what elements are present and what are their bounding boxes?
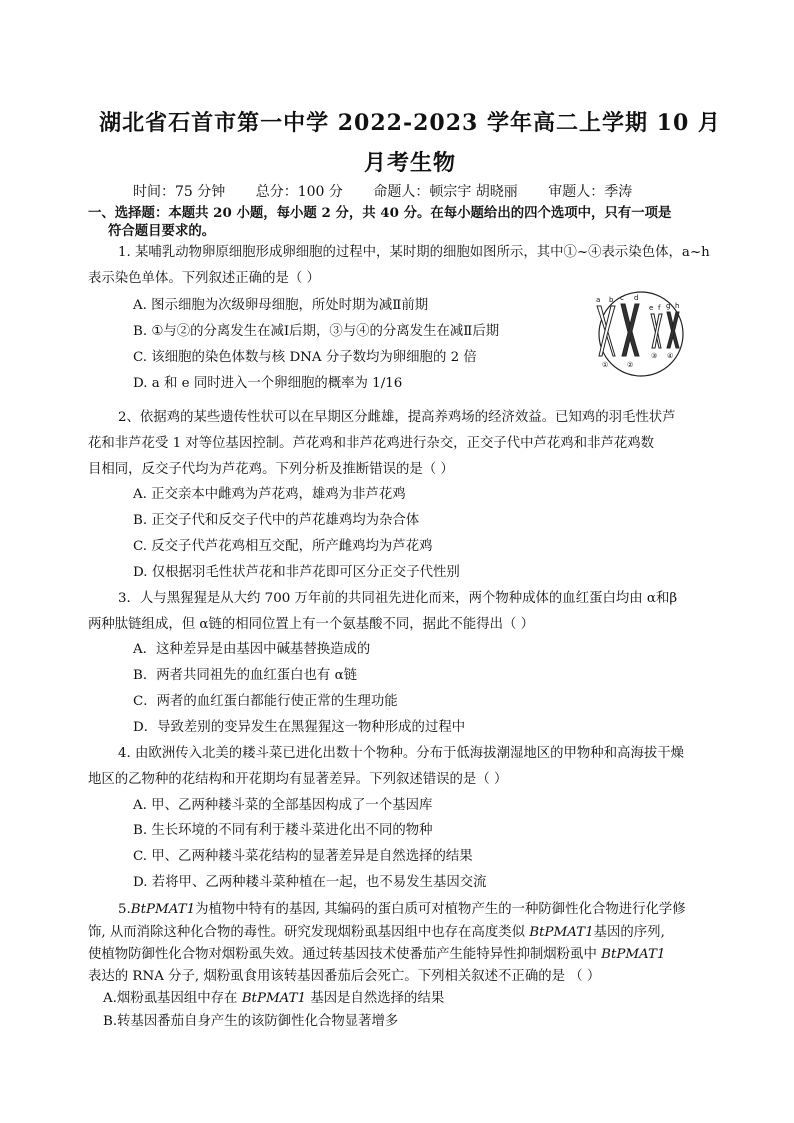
q5-gene-name-2: BtPMAT1 [529, 925, 594, 940]
q3-stem-line1: 3．人与黑猩猩是从大约 700 万年前的共同祖先进化而来，两个物种成体的血红蛋白均由 α和β [118, 591, 678, 606]
label-chr1: ① [602, 361, 609, 369]
meta-score: 总分：100 分 [255, 184, 343, 200]
label-d: d [634, 294, 639, 302]
q5-option-a-pre: A.烟粉虱基因组中存在 [103, 991, 238, 1006]
q4-stem-line1: 4. 由欧洲传入北美的耧斗菜已进化出数十个物种。分布于低海拔潮湿地区的甲物种和高海拔干燥 [118, 746, 685, 761]
label-a: a [596, 296, 601, 304]
q1-option-c: C. 该细胞的染色体数与核 DNA 分子数均为卵细胞的 2 倍 [133, 350, 477, 365]
q3-option-c: C．两者的血红蛋白都能行使正常的生理功能 [133, 694, 398, 709]
q5-gene-name-3: BtPMAT1 [601, 947, 666, 962]
label-chr3: ③ [651, 352, 658, 360]
q5-stem-line4: 表达的 RNA 分子, 烟粉虱食用该转基因番茄后会死亡。下列相关叙述不正确的是 （ ） [88, 969, 601, 984]
q1-stem-line2: 表示染色单体。下列叙述正确的是（ ） [88, 271, 320, 286]
q5-stem-line3 [88, 946, 665, 964]
q2-stem-line2: 花和非芦花受 1 对等位基因控制。芦花鸡和非芦花鸡进行杂交，正交子代中芦花鸡和非芦花鸡数 [88, 436, 655, 451]
meta-time: 时间：75 分钟 [133, 184, 226, 200]
q5-stem-line1 [118, 901, 686, 919]
q1-option-b: B. ①与②的分离发生在减Ⅰ后期，③与④的分离发生在减Ⅱ后期 [133, 324, 500, 339]
label-e: e [649, 304, 654, 312]
label-h: h [675, 302, 680, 310]
exam-meta [133, 181, 658, 201]
q2-stem-line3: 目相同，反交子代均为芦花鸡。下列分析及推断错误的是（ ） [88, 462, 454, 477]
q4-option-b: B. 生长环境的不同有利于耧斗菜进化出不同的物种 [133, 823, 433, 838]
q5-number: 5. [118, 902, 131, 917]
q2-option-b: B. 正交子代和反交子代中的芦花雄鸡均为杂合体 [133, 513, 420, 528]
label-chr4: ④ [667, 352, 674, 360]
q5-option-a [103, 990, 444, 1008]
meta-reviewer: 审题人：季涛 [548, 184, 633, 200]
q1-cell-figure [579, 290, 703, 378]
label-g: g [666, 302, 671, 310]
q4-option-c: C. 甲、乙两种耧斗菜花结构的显著差异是自然选择的结果 [133, 849, 473, 864]
q2-stem-line1: 2、依据鸡的某些遗传性状可以在早期区分雌雄，提高养鸡场的经济效益。已知鸡的羽毛性状芦 [118, 410, 676, 425]
q5-gene-name-4: BtPMAT1 [241, 991, 307, 1006]
section-heading: 一、选择题：本题共 20 小题，每小题 2 分，共 40 分。在每小题给出的四个选项中，只有一项是 [88, 205, 672, 221]
q5-option-b: B.转基因番茄自身产生的该防御性化合物显著增多 [103, 1014, 399, 1029]
q1-option-a: A. 图示细胞为次级卵母细胞，所处时期为减Ⅱ前期 [133, 298, 429, 313]
q5-line2-a: 饰, 从而消除这种化合物的毒性。研究发现烟粉虱基因组中也存在高度类似 [88, 925, 526, 940]
q2-option-d: D. 仅根据羽毛性状芦花和非芦花即可区分正交子代性别 [133, 565, 460, 580]
q5-stem-line2 [88, 924, 665, 942]
q3-stem-line2: 两种肽链组成，但 α链的相同位置上有一个氨基酸不同，据此不能得出（ ） [88, 617, 535, 632]
label-f: f [658, 304, 661, 312]
label-chr2: ② [627, 361, 634, 369]
q1-stem-line1: 1. 某哺乳动物卵原细胞形成卵细胞的过程中，某时期的细胞如图所示，其中①~④表示染色体，a~h [118, 245, 710, 260]
q4-option-d: D. 若将甲、乙两种耧斗菜种植在一起，也不易发生基因交流 [133, 875, 487, 890]
q5-line1-text: 为植物中特有的基因, 其编码的蛋白质可对植物产生的一种防御性化合物进行化学修 [195, 902, 686, 917]
label-b: b [609, 296, 614, 304]
q3-option-d: D．导致差别的变异发生在黑猩猩这一物种形成的过程中 [133, 720, 466, 735]
q2-option-c: C. 反交子代芦花鸡相互交配，所产雌鸡均为芦花鸡 [133, 539, 433, 554]
section-heading-cont: 符合题目要求的。 [108, 223, 216, 239]
label-c: c [620, 294, 624, 302]
q3-option-b: B．两者共同祖先的血红蛋白也有 α链 [133, 668, 357, 683]
exam-title-line2: 月考生物 [363, 150, 456, 176]
q2-option-a: A. 正交亲本中雌鸡为芦花鸡，雄鸡为非芦花鸡 [133, 487, 406, 502]
q5-gene-name: BtPMAT1 [130, 902, 196, 917]
q5-line2-b: 基因的序列, [593, 925, 665, 940]
q4-stem-line2: 地区的乙物种的花结构和开花期均有显著差异。下列叙述错误的是（ ） [88, 772, 508, 787]
q4-option-a: A. 甲、乙两种耧斗菜的全部基因构成了一个基因库 [133, 798, 433, 813]
exam-title-line1: 湖北省石首市第一中学 2022-2023 学年高二上学期 10 月 [99, 110, 721, 136]
q5-option-a-post: 基因是自然选择的结果 [310, 991, 445, 1006]
q5-line3-a: 使植物防御性化合物对烟粉虱失效。通过转基因技术使番茄产生能特异性抑制烟粉虱中 [88, 947, 597, 962]
meta-author: 命题人：顿宗宇 胡晓丽 [373, 184, 518, 200]
q1-option-d: D. a 和 e 同时进入一个卵细胞的概率为 1/16 [133, 376, 403, 391]
q3-option-a: A．这种差异是由基因中碱基替换造成的 [133, 642, 371, 657]
